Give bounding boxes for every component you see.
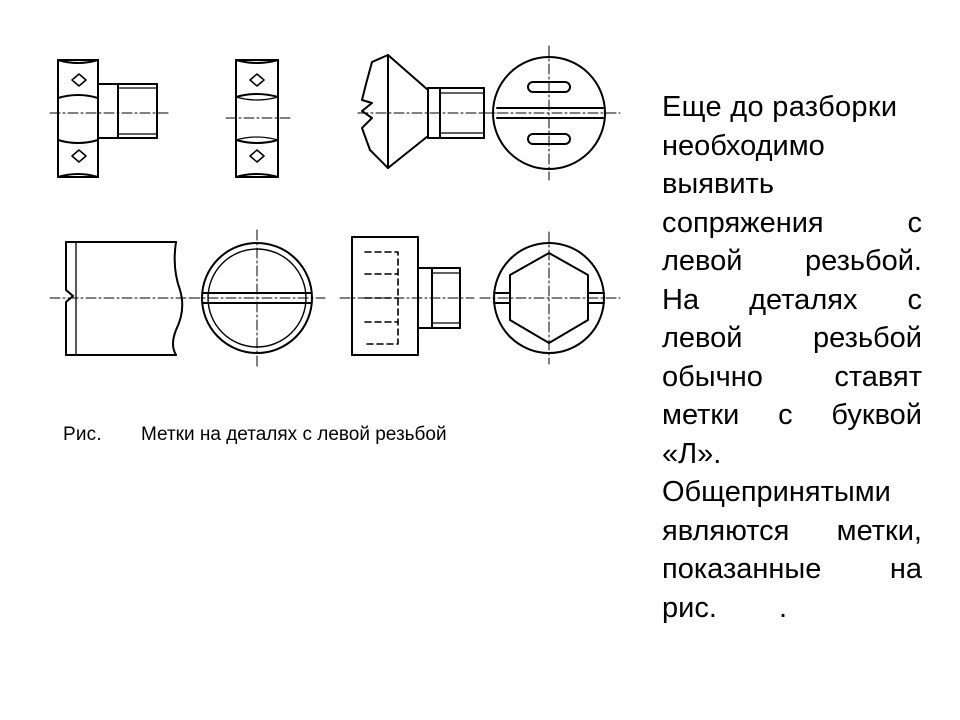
text-line: «Л». [662, 437, 722, 470]
text-line [662, 589, 922, 628]
left-thread-marks-figure [0, 0, 640, 410]
text-word: показанные [662, 553, 822, 585]
text-line [662, 319, 922, 358]
slotted-head-end-view-drawing [480, 46, 620, 180]
hex-socket-end-view-drawing [480, 232, 620, 364]
text-word: сопряжения [662, 206, 824, 239]
text-line [662, 358, 922, 397]
figure-caption-text: Метки на деталях с левой резьбой [141, 424, 447, 445]
body-paragraph [662, 88, 922, 627]
text-line [662, 512, 922, 551]
text-word: с [907, 283, 922, 316]
hex-nut-side-drawing [226, 60, 290, 177]
text-word: резьбой. [804, 245, 922, 277]
text-word: левой [662, 245, 743, 277]
text-word: резьбой [813, 322, 922, 354]
countersunk-screw-drawing [358, 55, 498, 168]
text-word: обычно [662, 360, 763, 393]
text-word: метки, [836, 514, 922, 547]
text-word: на [889, 553, 922, 585]
text-line: Еще до разборки [662, 91, 898, 123]
text-word: буквой [831, 399, 922, 431]
text-word: являются [662, 514, 790, 547]
text-line [662, 204, 922, 243]
slotted-shaft-end-view-drawing [190, 230, 325, 366]
text-word: с [907, 206, 922, 239]
text-word: деталях [749, 283, 858, 316]
text-line [662, 281, 922, 320]
threaded-rod-side-drawing [50, 242, 190, 355]
text-line: Общепринятыми [662, 476, 891, 508]
socket-screw-side-drawing [340, 237, 474, 355]
text-line [662, 242, 922, 281]
text-word: с [778, 399, 793, 431]
text-word: левой [662, 322, 743, 354]
text-line: необходимо [662, 129, 825, 162]
text-line: выявить [662, 168, 774, 200]
text-word: рис. [662, 591, 717, 624]
text-word: ставят [834, 360, 922, 393]
text-line [662, 396, 922, 435]
text-word: На [662, 283, 700, 316]
text-line [662, 550, 922, 589]
figure-caption-label: Рис. [63, 424, 102, 445]
text-word: . [779, 591, 788, 624]
hex-bolt-notched-drawing [50, 60, 170, 177]
text-word: метки [662, 399, 740, 431]
